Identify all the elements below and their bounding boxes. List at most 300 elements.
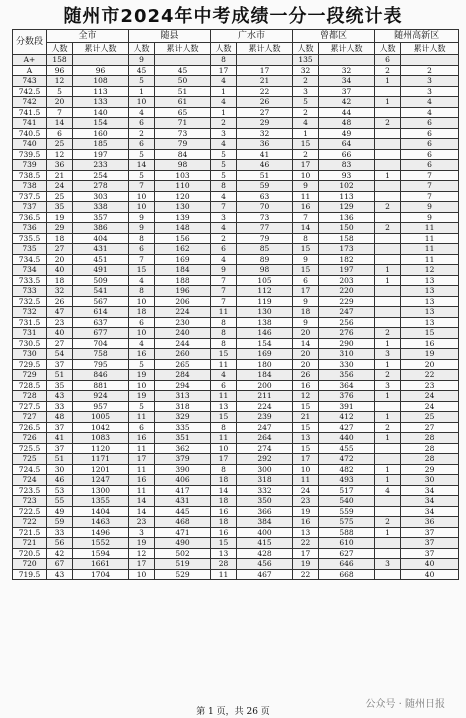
value-cell xyxy=(375,538,401,549)
score-cell: 730 xyxy=(13,349,47,360)
value-cell xyxy=(375,181,401,192)
value-cell: 11 xyxy=(211,307,237,318)
value-cell: 2 xyxy=(375,118,401,129)
table-row xyxy=(13,349,459,360)
value-cell: 924 xyxy=(73,391,129,402)
value-cell: 40 xyxy=(401,559,459,570)
value-cell: 40 xyxy=(47,328,73,339)
table-row xyxy=(13,128,459,139)
value-cell: 509 xyxy=(73,275,129,286)
score-cell: 738.5 xyxy=(13,170,47,181)
value-cell xyxy=(375,233,401,244)
score-cell: 736 xyxy=(13,223,47,234)
table-row xyxy=(13,76,459,87)
table-row xyxy=(13,412,459,423)
table-row xyxy=(13,401,459,412)
value-cell: 29 xyxy=(401,464,459,475)
value-cell: 79 xyxy=(237,233,293,244)
value-cell: 36 xyxy=(47,160,73,171)
value-cell: 1704 xyxy=(73,569,129,580)
value-cell: 73 xyxy=(237,212,293,223)
sub-header-count: 人数 xyxy=(293,43,319,55)
table-row xyxy=(13,107,459,118)
value-cell: 43 xyxy=(47,569,73,580)
value-cell: 14 xyxy=(293,338,319,349)
value-cell: 130 xyxy=(237,307,293,318)
value-cell: 6 xyxy=(47,128,73,139)
value-cell: 10 xyxy=(129,296,155,307)
value-cell xyxy=(375,569,401,580)
value-cell: 3 xyxy=(375,380,401,391)
value-cell: 28 xyxy=(401,454,459,465)
value-cell: 16 xyxy=(401,338,459,349)
value-cell: 45 xyxy=(155,65,211,76)
table-row xyxy=(13,475,459,486)
value-cell: 6 xyxy=(401,139,459,150)
value-cell: 6 xyxy=(401,160,459,171)
value-cell: 15 xyxy=(401,328,459,339)
score-cell: 732.5 xyxy=(13,296,47,307)
score-cell: 743 xyxy=(13,76,47,87)
value-cell: 11 xyxy=(401,254,459,265)
value-cell: 188 xyxy=(155,275,211,286)
value-cell: 1083 xyxy=(73,433,129,444)
value-cell: 445 xyxy=(155,506,211,517)
value-cell: 517 xyxy=(319,485,375,496)
value-cell: 10 xyxy=(129,97,155,108)
value-cell: 36 xyxy=(237,139,293,150)
value-cell: 150 xyxy=(319,223,375,234)
value-cell: 30 xyxy=(401,475,459,486)
value-cell: 795 xyxy=(73,359,129,370)
value-cell: 20 xyxy=(293,359,319,370)
score-cell: A xyxy=(13,65,47,76)
value-cell: 4 xyxy=(375,485,401,496)
value-cell: 18 xyxy=(47,275,73,286)
score-cell: 725 xyxy=(13,454,47,465)
value-cell: 15 xyxy=(293,244,319,255)
value-cell: 37 xyxy=(401,527,459,538)
value-cell: 9 xyxy=(401,202,459,213)
value-cell: 1404 xyxy=(73,506,129,517)
value-cell: 71 xyxy=(155,118,211,129)
score-cell: 720 xyxy=(13,559,47,570)
value-cell: 41 xyxy=(47,433,73,444)
value-cell: 2 xyxy=(375,65,401,76)
value-cell: 957 xyxy=(73,401,129,412)
value-cell: 4 xyxy=(401,97,459,108)
value-cell: 18 xyxy=(211,517,237,528)
score-column-header: 分数段 xyxy=(13,30,47,55)
value-cell: 404 xyxy=(73,233,129,244)
value-cell: 8 xyxy=(211,328,237,339)
value-cell: 332 xyxy=(237,485,293,496)
value-cell: 391 xyxy=(319,401,375,412)
value-cell: 129 xyxy=(319,202,375,213)
score-cell: 724 xyxy=(13,475,47,486)
value-cell: 758 xyxy=(73,349,129,360)
score-cell: 742 xyxy=(13,97,47,108)
value-cell: 440 xyxy=(319,433,375,444)
value-cell: 6 xyxy=(129,118,155,129)
value-cell: 32 xyxy=(237,128,293,139)
value-cell: 20 xyxy=(401,359,459,370)
value-cell: 26 xyxy=(47,296,73,307)
value-cell: 20 xyxy=(47,97,73,108)
group-header-hightech: 随州高新区 xyxy=(375,30,459,43)
score-cell: 721.5 xyxy=(13,527,47,538)
value-cell: 27 xyxy=(237,107,293,118)
value-cell: 7 xyxy=(129,254,155,265)
value-cell: 22 xyxy=(401,370,459,381)
value-cell: 428 xyxy=(237,548,293,559)
value-cell: 45 xyxy=(129,65,155,76)
value-cell: 254 xyxy=(73,170,129,181)
value-cell: 588 xyxy=(319,527,375,538)
value-cell: 32 xyxy=(319,65,375,76)
value-cell: 37 xyxy=(401,538,459,549)
value-cell: 2 xyxy=(375,223,401,234)
value-cell: 16 xyxy=(129,475,155,486)
value-cell: 41 xyxy=(237,149,293,160)
value-cell: 96 xyxy=(73,65,129,76)
value-cell xyxy=(375,286,401,297)
value-cell: 130 xyxy=(155,202,211,213)
value-cell: 2 xyxy=(211,118,237,129)
value-cell: 455 xyxy=(319,443,375,454)
value-cell: 8 xyxy=(293,233,319,244)
value-cell: 27 xyxy=(401,422,459,433)
value-cell: 29 xyxy=(237,118,293,129)
value-cell: 704 xyxy=(73,338,129,349)
value-cell: 67 xyxy=(47,559,73,570)
score-cell: 741 xyxy=(13,118,47,129)
value-cell: 20 xyxy=(293,349,319,360)
value-cell: 233 xyxy=(73,160,129,171)
value-cell: 20 xyxy=(47,254,73,265)
value-cell: 15 xyxy=(293,139,319,150)
value-cell: 34 xyxy=(401,506,459,517)
score-cell: 726 xyxy=(13,433,47,444)
value-cell: 33 xyxy=(47,527,73,538)
value-cell: 1 xyxy=(375,265,401,276)
value-cell: 350 xyxy=(237,496,293,507)
value-cell: 11 xyxy=(293,475,319,486)
value-cell: 3 xyxy=(211,128,237,139)
table-row xyxy=(13,223,459,234)
value-cell: 53 xyxy=(47,485,73,496)
table-row xyxy=(13,181,459,192)
table-row xyxy=(13,527,459,538)
table-row xyxy=(13,338,459,349)
value-cell: 467 xyxy=(237,569,293,580)
value-cell: 230 xyxy=(155,317,211,328)
value-cell: 22 xyxy=(293,538,319,549)
table-row xyxy=(13,170,459,181)
value-cell: 46 xyxy=(47,475,73,486)
value-cell: 310 xyxy=(319,349,375,360)
value-cell: 1 xyxy=(375,527,401,538)
value-cell: 5 xyxy=(293,97,319,108)
value-cell: 1120 xyxy=(73,443,129,454)
value-cell: 224 xyxy=(237,401,293,412)
value-cell: 206 xyxy=(155,296,211,307)
value-cell: 37 xyxy=(47,359,73,370)
score-cell: 723 xyxy=(13,496,47,507)
table-row xyxy=(13,454,459,465)
value-cell: 493 xyxy=(319,475,375,486)
value-cell: 313 xyxy=(155,391,211,402)
score-cell: 735 xyxy=(13,244,47,255)
value-cell: 1 xyxy=(375,433,401,444)
value-cell: 265 xyxy=(155,359,211,370)
value-cell: 290 xyxy=(319,338,375,349)
group-header-city: 全市 xyxy=(47,30,129,43)
value-cell: 502 xyxy=(155,548,211,559)
value-cell: 48 xyxy=(47,412,73,423)
value-cell: 7 xyxy=(401,181,459,192)
value-cell: 239 xyxy=(237,412,293,423)
value-cell: 26 xyxy=(293,370,319,381)
score-cell: 729.5 xyxy=(13,359,47,370)
value-cell: 10 xyxy=(129,202,155,213)
value-cell: 2 xyxy=(293,76,319,87)
value-cell: 42 xyxy=(319,97,375,108)
value-cell: 17 xyxy=(211,65,237,76)
value-cell: 4 xyxy=(401,107,459,118)
value-cell: 105 xyxy=(237,275,293,286)
value-cell: 8 xyxy=(211,464,237,475)
value-cell: 6 xyxy=(211,244,237,255)
value-cell: 16 xyxy=(293,380,319,391)
value-cell: 468 xyxy=(155,517,211,528)
page-footer: 第 1 页，共 26 页 xyxy=(196,707,270,717)
value-cell: 15 xyxy=(293,401,319,412)
value-cell: 5 xyxy=(129,401,155,412)
value-cell: 27 xyxy=(47,244,73,255)
value-cell: 3 xyxy=(129,527,155,538)
table-row xyxy=(13,233,459,244)
value-cell: 8 xyxy=(211,422,237,433)
value-cell xyxy=(375,296,401,307)
score-cell: 727 xyxy=(13,412,47,423)
score-cell: 739 xyxy=(13,160,47,171)
table-row xyxy=(13,538,459,549)
table-row xyxy=(13,55,459,66)
value-cell: 13 xyxy=(401,317,459,328)
value-cell: 646 xyxy=(319,559,375,570)
score-cell: A+ xyxy=(13,55,47,66)
value-cell: 677 xyxy=(73,328,129,339)
value-cell: 20 xyxy=(293,328,319,339)
score-cell: 740.5 xyxy=(13,128,47,139)
value-cell: 329 xyxy=(155,412,211,423)
value-cell: 6 xyxy=(293,275,319,286)
value-cell: 1552 xyxy=(73,538,129,549)
value-cell: 7 xyxy=(211,286,237,297)
value-cell: 133 xyxy=(73,97,129,108)
value-cell: 471 xyxy=(155,527,211,538)
table-row xyxy=(13,328,459,339)
value-cell: 6 xyxy=(375,55,401,66)
value-cell: 35 xyxy=(47,202,73,213)
value-cell: 56 xyxy=(47,538,73,549)
page-title: 随州市2024年中考成绩一分一段统计表 xyxy=(63,6,403,27)
value-cell: 14 xyxy=(47,118,73,129)
value-cell xyxy=(375,86,401,97)
wechat-watermark: 公众号 · 随州日报 xyxy=(362,694,448,711)
value-cell: 7 xyxy=(401,170,459,181)
value-cell xyxy=(73,55,129,66)
table-row xyxy=(13,212,459,223)
value-cell: 1 xyxy=(375,170,401,181)
sub-header-cumulative: 累计人数 xyxy=(237,43,293,55)
value-cell: 456 xyxy=(237,559,293,570)
value-cell: 25 xyxy=(47,139,73,150)
value-cell: 1 xyxy=(375,275,401,286)
value-cell: 211 xyxy=(237,391,293,402)
value-cell: 15 xyxy=(211,538,237,549)
score-cell: 737 xyxy=(13,202,47,213)
value-cell xyxy=(375,548,401,559)
table-row xyxy=(13,65,459,76)
value-cell: 1 xyxy=(293,128,319,139)
value-cell: 23 xyxy=(293,496,319,507)
value-cell: 30 xyxy=(47,464,73,475)
value-cell: 25 xyxy=(47,191,73,202)
value-cell: 24 xyxy=(293,485,319,496)
score-cell: 725.5 xyxy=(13,443,47,454)
value-cell: 26 xyxy=(237,97,293,108)
value-cell: 17 xyxy=(293,160,319,171)
value-cell: 338 xyxy=(73,202,129,213)
value-cell: 12 xyxy=(47,76,73,87)
value-cell: 1 xyxy=(375,475,401,486)
value-cell: 103 xyxy=(155,170,211,181)
value-cell: 110 xyxy=(155,181,211,192)
value-cell: 98 xyxy=(155,160,211,171)
value-cell: 11 xyxy=(211,569,237,580)
value-cell: 119 xyxy=(237,296,293,307)
value-cell: 417 xyxy=(155,485,211,496)
value-cell: 8 xyxy=(211,181,237,192)
value-cell: 16 xyxy=(211,506,237,517)
value-cell: 19 xyxy=(47,212,73,223)
value-cell: 48 xyxy=(319,118,375,129)
score-cell: 733.5 xyxy=(13,275,47,286)
value-cell: 264 xyxy=(237,433,293,444)
value-cell: 113 xyxy=(73,86,129,97)
value-cell xyxy=(375,191,401,202)
value-cell xyxy=(375,107,401,118)
value-cell: 4 xyxy=(293,118,319,129)
value-cell: 9 xyxy=(211,265,237,276)
value-cell: 15 xyxy=(293,265,319,276)
group-header-suixian: 随县 xyxy=(129,30,211,43)
score-cell: 735.5 xyxy=(13,233,47,244)
value-cell: 42 xyxy=(47,548,73,559)
value-cell xyxy=(401,55,459,66)
value-cell: 13 xyxy=(293,433,319,444)
value-cell: 197 xyxy=(319,265,375,276)
score-cell: 738 xyxy=(13,181,47,192)
value-cell: 4 xyxy=(129,107,155,118)
value-cell: 491 xyxy=(73,265,129,276)
value-cell: 83 xyxy=(319,160,375,171)
value-cell: 274 xyxy=(237,443,293,454)
value-cell: 21 xyxy=(47,170,73,181)
value-cell: 7 xyxy=(211,275,237,286)
value-cell: 881 xyxy=(73,380,129,391)
value-cell: 390 xyxy=(155,464,211,475)
value-cell: 17 xyxy=(293,548,319,559)
value-cell: 148 xyxy=(155,223,211,234)
value-cell: 9 xyxy=(401,212,459,223)
value-cell: 276 xyxy=(319,328,375,339)
value-cell: 50 xyxy=(155,76,211,87)
value-cell: 24 xyxy=(401,401,459,412)
table-row xyxy=(13,160,459,171)
score-cell: 742.5 xyxy=(13,86,47,97)
value-cell: 37 xyxy=(401,548,459,559)
value-cell: 98 xyxy=(237,265,293,276)
value-cell: 25 xyxy=(401,412,459,423)
value-cell: 7 xyxy=(47,107,73,118)
value-cell: 1171 xyxy=(73,454,129,465)
value-cell: 34 xyxy=(319,76,375,87)
value-cell: 1005 xyxy=(73,412,129,423)
table-row xyxy=(13,139,459,150)
value-cell: 575 xyxy=(319,517,375,528)
value-cell: 4 xyxy=(211,76,237,87)
value-cell: 73 xyxy=(155,128,211,139)
value-cell: 15 xyxy=(293,443,319,454)
value-cell: 13 xyxy=(401,275,459,286)
value-cell: 102 xyxy=(319,181,375,192)
value-cell: 15 xyxy=(293,422,319,433)
value-cell: 559 xyxy=(319,506,375,517)
value-cell: 14 xyxy=(211,485,237,496)
value-cell xyxy=(375,128,401,139)
value-cell: 431 xyxy=(155,496,211,507)
value-cell: 113 xyxy=(319,191,375,202)
value-cell: 13 xyxy=(401,286,459,297)
value-cell: 14 xyxy=(129,506,155,517)
value-cell: 7 xyxy=(401,191,459,202)
value-cell: 406 xyxy=(155,475,211,486)
value-cell: 303 xyxy=(73,191,129,202)
table-row xyxy=(13,391,459,402)
value-cell: 184 xyxy=(155,265,211,276)
value-cell: 156 xyxy=(155,233,211,244)
value-cell: 77 xyxy=(237,223,293,234)
value-cell: 637 xyxy=(73,317,129,328)
value-cell: 2 xyxy=(293,149,319,160)
score-cell: 721 xyxy=(13,538,47,549)
value-cell: 18 xyxy=(129,307,155,318)
score-cell: 728 xyxy=(13,391,47,402)
value-cell: 627 xyxy=(319,548,375,559)
value-cell: 79 xyxy=(155,139,211,150)
score-cell: 731.5 xyxy=(13,317,47,328)
sub-header-count: 人数 xyxy=(211,43,237,55)
table-row xyxy=(13,317,459,328)
value-cell: 180 xyxy=(237,359,293,370)
value-cell: 160 xyxy=(73,128,129,139)
table-row xyxy=(13,118,459,129)
value-cell: 196 xyxy=(155,286,211,297)
value-cell: 4 xyxy=(211,223,237,234)
